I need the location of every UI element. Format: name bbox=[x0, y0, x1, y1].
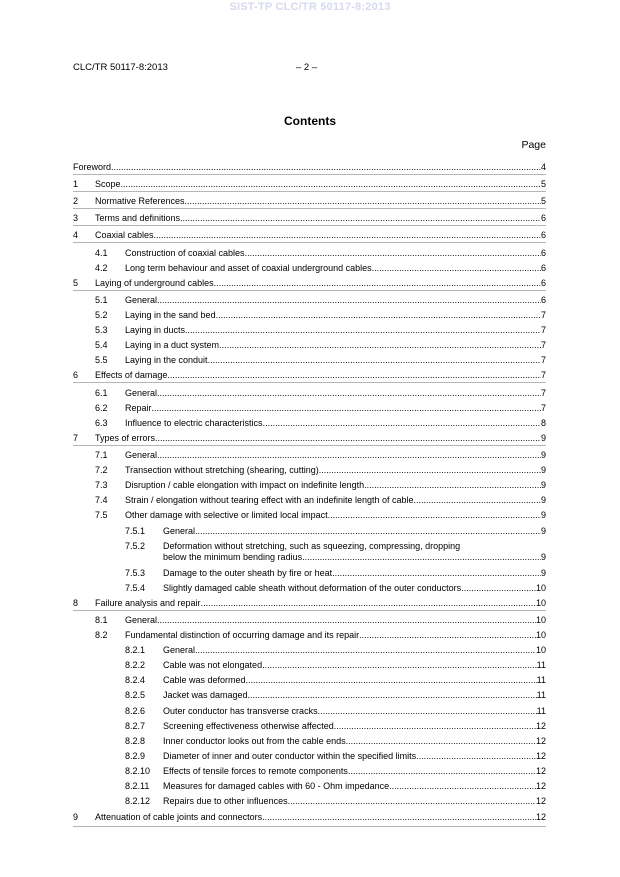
toc-entry-title: Influence to electric characteristics bbox=[125, 418, 263, 428]
toc-entry-number: 8 bbox=[73, 598, 79, 608]
toc-entry[interactable] bbox=[73, 660, 546, 671]
toc-entry-page: 9 bbox=[540, 433, 546, 443]
dot-leader bbox=[201, 598, 536, 609]
toc-entry-title: General bbox=[163, 645, 196, 655]
toc-entry-title: Laying in ducts bbox=[125, 325, 186, 335]
dot-leader bbox=[359, 630, 536, 641]
dot-leader bbox=[262, 812, 536, 823]
toc-entry-page: 12 bbox=[535, 796, 546, 806]
toc-entry-number: 8.2.7 bbox=[125, 721, 146, 731]
toc-entry-number: 7.5.4 bbox=[125, 583, 146, 593]
toc-entry-title: below the minimum bending radius bbox=[163, 552, 303, 562]
toc-entry-title: Terms and definitions bbox=[95, 213, 181, 223]
document-id: CLC/TR 50117-8:2013 bbox=[73, 62, 168, 73]
toc-entry[interactable] bbox=[73, 645, 546, 656]
dot-leader bbox=[121, 179, 541, 190]
toc-entry[interactable] bbox=[73, 495, 546, 506]
toc-entry[interactable] bbox=[73, 812, 546, 823]
toc-entry-number: 7.5.2 bbox=[125, 541, 146, 551]
toc-entry-page: 11 bbox=[536, 675, 546, 685]
toc-entry[interactable] bbox=[73, 403, 546, 414]
toc-entry-title: General bbox=[125, 450, 158, 460]
dot-leader bbox=[195, 645, 536, 656]
entry-separator bbox=[73, 191, 546, 192]
toc-entry[interactable] bbox=[73, 263, 546, 274]
dot-leader bbox=[195, 526, 541, 537]
toc-entry[interactable] bbox=[73, 418, 546, 429]
toc-entry[interactable] bbox=[73, 751, 546, 762]
toc-entry-title: Cable was deformed bbox=[163, 675, 246, 685]
toc-entry-number: 8.2.1 bbox=[125, 645, 146, 655]
toc-entry-title: Long term behaviour and asset of coaxial underground cables bbox=[125, 263, 372, 273]
dot-leader bbox=[348, 766, 536, 777]
toc-entry-page: 12 bbox=[535, 721, 546, 731]
toc-entry[interactable] bbox=[73, 526, 546, 537]
toc-entry-page: 12 bbox=[535, 751, 546, 761]
toc-entry[interactable] bbox=[73, 568, 546, 579]
toc-entry-page: 5 bbox=[540, 179, 546, 189]
toc-entry-number: 7.5.1 bbox=[125, 526, 146, 536]
toc-entry-title: Screening effectiveness otherwise affected bbox=[163, 721, 334, 731]
toc-entry-title: Coaxial cables bbox=[95, 230, 154, 240]
dot-leader bbox=[157, 388, 541, 399]
toc-entry-number: 8.2.12 bbox=[125, 796, 151, 806]
toc-entry-title: Transection without stretching (shearing, cutting) bbox=[125, 465, 319, 475]
toc-entry-page: 9 bbox=[540, 552, 546, 562]
toc-entry-page: 6 bbox=[540, 230, 546, 240]
toc-entry-page: 7 bbox=[540, 355, 546, 365]
toc-entry-number: 8.2.4 bbox=[125, 675, 146, 685]
toc-entry-number: 6.3 bbox=[95, 418, 108, 428]
dot-leader bbox=[334, 721, 536, 732]
toc-entry-page: 7 bbox=[540, 325, 546, 335]
toc-entry[interactable] bbox=[73, 781, 546, 792]
toc-entry-page: 10 bbox=[535, 615, 546, 625]
toc-entry-page: 8 bbox=[540, 418, 546, 428]
toc-entry-title: Measures for damaged cables with 60 - Ohm impedance bbox=[163, 781, 390, 791]
dot-leader bbox=[157, 615, 536, 626]
toc-entry-page: 10 bbox=[535, 598, 546, 608]
dot-leader bbox=[332, 568, 541, 579]
page-column-label: Page bbox=[521, 139, 546, 151]
dot-leader bbox=[157, 295, 541, 306]
toc-entry-number: 8.2 bbox=[95, 630, 108, 640]
entry-separator bbox=[73, 445, 546, 446]
toc-entry-number: 3 bbox=[73, 213, 79, 223]
toc-entry-page: 11 bbox=[536, 706, 546, 716]
toc-entry[interactable] bbox=[73, 370, 546, 381]
dot-leader bbox=[328, 510, 541, 521]
toc-entry-title: Outer conductor has transverse cracks bbox=[163, 706, 318, 716]
dot-leader bbox=[246, 675, 537, 686]
entry-separator bbox=[73, 208, 546, 209]
toc-entry-number: 7.2 bbox=[95, 465, 108, 475]
toc-entry-title: Other damage with selective or limited local impact bbox=[125, 510, 328, 520]
toc-entry-title: Damage to the outer sheath by fire or heat bbox=[163, 568, 333, 578]
toc-entry-title: Repair bbox=[125, 403, 152, 413]
toc-entry-page: 7 bbox=[540, 310, 546, 320]
toc-entry[interactable] bbox=[73, 598, 546, 609]
toc-entry-title: Strain / elongation without tearing effect with an indefinite length of cable bbox=[125, 495, 414, 505]
dot-leader bbox=[318, 706, 537, 717]
toc-entry[interactable] bbox=[73, 355, 546, 366]
entry-separator bbox=[73, 610, 546, 611]
toc-entry[interactable] bbox=[73, 480, 546, 491]
toc-entry-title: Effects of tensile forces to remote components bbox=[163, 766, 348, 776]
dot-leader bbox=[262, 660, 537, 671]
toc-entry-page: 6 bbox=[540, 263, 546, 273]
dot-leader bbox=[461, 583, 536, 594]
toc-entry[interactable] bbox=[73, 450, 546, 461]
dot-leader bbox=[263, 418, 541, 429]
toc-entry[interactable] bbox=[73, 541, 546, 563]
toc-entry-page: 6 bbox=[540, 248, 546, 258]
toc-entry-title: Jacket was damaged bbox=[163, 690, 248, 700]
toc-entry-title: Diameter of inner and outer conductor within the specified limits bbox=[163, 751, 417, 761]
toc-entry-page: 12 bbox=[535, 766, 546, 776]
toc-entry[interactable] bbox=[73, 196, 546, 207]
toc-entry-title-line: Deformation without stretching, such as squeezing, compressing, dropping bbox=[163, 541, 461, 551]
toc-entry-number: 6.2 bbox=[95, 403, 108, 413]
toc-entry[interactable] bbox=[73, 179, 546, 190]
toc-entry-number: 4 bbox=[73, 230, 79, 240]
dot-leader bbox=[214, 278, 541, 289]
toc-entry-page: 11 bbox=[536, 660, 546, 670]
toc-entry[interactable] bbox=[73, 510, 546, 521]
toc-entry-number: 5.1 bbox=[95, 295, 108, 305]
toc-entry-number: 7.5 bbox=[95, 510, 108, 520]
page-title: Contents bbox=[284, 114, 336, 128]
toc-entry[interactable] bbox=[73, 162, 546, 173]
toc-entry-page: 10 bbox=[535, 645, 546, 655]
toc-entry-number: 7.5.3 bbox=[125, 568, 146, 578]
toc-entry-title: Repairs due to other influences bbox=[163, 796, 288, 806]
toc-entry-title: Effects of damage bbox=[95, 370, 168, 380]
entry-separator bbox=[73, 174, 546, 175]
toc-entry[interactable] bbox=[73, 721, 546, 732]
toc-entry-page: 10 bbox=[535, 630, 546, 640]
toc-entry-number: 5.4 bbox=[95, 340, 108, 350]
entry-separator bbox=[73, 290, 546, 291]
toc-entry-page: 6 bbox=[540, 213, 546, 223]
toc-entry-page: 7 bbox=[540, 370, 546, 380]
toc-entry[interactable] bbox=[73, 310, 546, 321]
toc-entry[interactable] bbox=[73, 340, 546, 351]
toc-entry-page: 9 bbox=[540, 568, 546, 578]
entry-separator bbox=[73, 242, 546, 243]
toc-entry-number: 6 bbox=[73, 370, 79, 380]
toc-entry[interactable] bbox=[73, 583, 546, 594]
toc-entry[interactable] bbox=[73, 230, 546, 241]
toc-entry[interactable] bbox=[73, 388, 546, 399]
toc-entry-page: 10 bbox=[535, 583, 546, 593]
toc-entry-page: 7 bbox=[540, 340, 546, 350]
toc-entry[interactable] bbox=[73, 213, 546, 224]
toc-entry-title: Cable was not elongated bbox=[163, 660, 263, 670]
toc-entry[interactable] bbox=[73, 706, 546, 717]
toc-entry-number: 8.2.11 bbox=[125, 781, 150, 791]
toc-entry[interactable] bbox=[73, 675, 546, 686]
toc-entry-page: 9 bbox=[540, 510, 546, 520]
toc-entry-number: 8.2.10 bbox=[125, 766, 151, 776]
dot-leader bbox=[416, 751, 536, 762]
dot-leader bbox=[219, 340, 541, 351]
page-number: – 2 – bbox=[296, 62, 318, 73]
toc-entry-title: General bbox=[163, 526, 196, 536]
toc-entry-page: 9 bbox=[540, 526, 546, 536]
toc-entry[interactable] bbox=[73, 295, 546, 306]
dot-leader bbox=[319, 465, 541, 476]
toc-entry-page: 12 bbox=[535, 812, 546, 822]
toc-entry[interactable] bbox=[73, 325, 546, 336]
toc-entry-page: 6 bbox=[540, 295, 546, 305]
toc-entry-title: Normative References bbox=[95, 196, 185, 206]
toc-entry-title: Laying in the sand bed bbox=[125, 310, 216, 320]
entry-separator bbox=[73, 382, 546, 383]
dot-leader bbox=[245, 248, 541, 259]
toc-entry-page: 7 bbox=[540, 403, 546, 413]
toc-entry-number: 2 bbox=[73, 196, 79, 206]
toc-entry-page: 5 bbox=[540, 196, 546, 206]
toc-entry-number: 7.1 bbox=[95, 450, 108, 460]
toc-entry-title: Construction of coaxial cables bbox=[125, 248, 245, 258]
watermark: SIST-TP CLC/TR 50117-8:2013 bbox=[229, 1, 391, 13]
toc-entry-title: Failure analysis and repair bbox=[95, 598, 201, 608]
toc-entry-number: 8.2.6 bbox=[125, 706, 146, 716]
toc-entry-page: 9 bbox=[540, 465, 546, 475]
dot-leader bbox=[248, 690, 537, 701]
toc-entry-title: Foreword bbox=[73, 162, 112, 172]
dot-leader bbox=[167, 370, 541, 381]
toc-entry-page: 6 bbox=[540, 278, 546, 288]
toc-entry-page: 12 bbox=[535, 736, 546, 746]
toc-entry-number: 8.2.2 bbox=[125, 660, 146, 670]
dot-leader bbox=[180, 213, 541, 224]
toc-entry-number: 4.2 bbox=[95, 263, 108, 273]
toc-entry[interactable] bbox=[73, 465, 546, 476]
toc-entry-title: General bbox=[125, 615, 158, 625]
dot-leader bbox=[157, 450, 541, 461]
toc-entry[interactable] bbox=[73, 433, 546, 444]
toc-entry-number: 5.2 bbox=[95, 310, 108, 320]
dot-leader bbox=[155, 433, 541, 444]
toc-entry-number: 5.5 bbox=[95, 355, 108, 365]
toc-entry-title: Fundamental distinction of occurring damage and its repair bbox=[125, 630, 360, 640]
toc-entry-number: 6.1 bbox=[95, 388, 108, 398]
toc-entry-title: General bbox=[125, 295, 158, 305]
toc-entry[interactable] bbox=[73, 278, 546, 289]
toc-entry-title: Attenuation of cable joints and connectors bbox=[95, 812, 263, 822]
toc-entry-number: 8.1 bbox=[95, 615, 108, 625]
toc-entry-page: 11 bbox=[536, 690, 546, 700]
toc-entry[interactable] bbox=[73, 690, 546, 701]
toc-entry[interactable] bbox=[73, 248, 546, 259]
toc-entry-number: 7.3 bbox=[95, 480, 108, 490]
toc-entry[interactable] bbox=[73, 766, 546, 777]
toc-entry-title: Scope bbox=[95, 179, 121, 189]
toc-entry-page: 9 bbox=[540, 495, 546, 505]
dot-leader bbox=[302, 552, 541, 563]
dot-leader bbox=[154, 230, 541, 241]
toc-entry-number: 5 bbox=[73, 278, 79, 288]
toc-entry[interactable] bbox=[73, 630, 546, 641]
dot-leader bbox=[111, 162, 541, 173]
dot-leader bbox=[185, 325, 541, 336]
dot-leader bbox=[288, 796, 536, 807]
toc-entry-number: 8.2.5 bbox=[125, 690, 146, 700]
toc-entry-number: 9 bbox=[73, 812, 79, 822]
toc-entry[interactable] bbox=[73, 736, 546, 747]
toc-entry-title: General bbox=[125, 388, 158, 398]
toc-entry[interactable] bbox=[73, 615, 546, 626]
toc-entry-page: 9 bbox=[540, 480, 546, 490]
toc-entry[interactable] bbox=[73, 796, 546, 807]
dot-leader bbox=[152, 403, 541, 414]
toc-entry-number: 7 bbox=[73, 433, 79, 443]
toc-entry-page: 4 bbox=[540, 162, 546, 172]
dot-leader bbox=[372, 263, 541, 274]
toc-entry-title: Inner conductor looks out from the cable ends bbox=[163, 736, 346, 746]
toc-entry-title: Disruption / cable elongation with impact on indefinite length bbox=[125, 480, 365, 490]
dot-leader bbox=[389, 781, 536, 792]
toc-entry-page: 7 bbox=[540, 388, 546, 398]
toc-entry-title: Laying in a duct system bbox=[125, 340, 220, 350]
toc-entry-page: 12 bbox=[535, 781, 546, 791]
dot-leader bbox=[216, 310, 541, 321]
toc-entry-title: Laying in the conduit bbox=[125, 355, 208, 365]
toc-entry-title: Slightly damaged cable sheath without deformation of the outer conductors bbox=[163, 583, 462, 593]
dot-leader bbox=[185, 196, 541, 207]
dot-leader bbox=[364, 480, 541, 491]
toc-entry-number: 7.4 bbox=[95, 495, 108, 505]
dot-leader bbox=[414, 495, 541, 506]
toc-entry-number: 1 bbox=[73, 179, 79, 189]
toc-entry-title: Laying of underground cables bbox=[95, 278, 214, 288]
dot-leader bbox=[346, 736, 536, 747]
dot-leader bbox=[208, 355, 541, 366]
toc-entry-page: 9 bbox=[540, 450, 546, 460]
entry-separator bbox=[73, 225, 546, 226]
toc-entry-number: 8.2.8 bbox=[125, 736, 146, 746]
toc-entry-title: Types of errors bbox=[95, 433, 156, 443]
entry-separator bbox=[73, 826, 546, 827]
toc-entry-number: 8.2.9 bbox=[125, 751, 146, 761]
toc-entry-number: 4.1 bbox=[95, 248, 108, 258]
toc-entry-number: 5.3 bbox=[95, 325, 108, 335]
